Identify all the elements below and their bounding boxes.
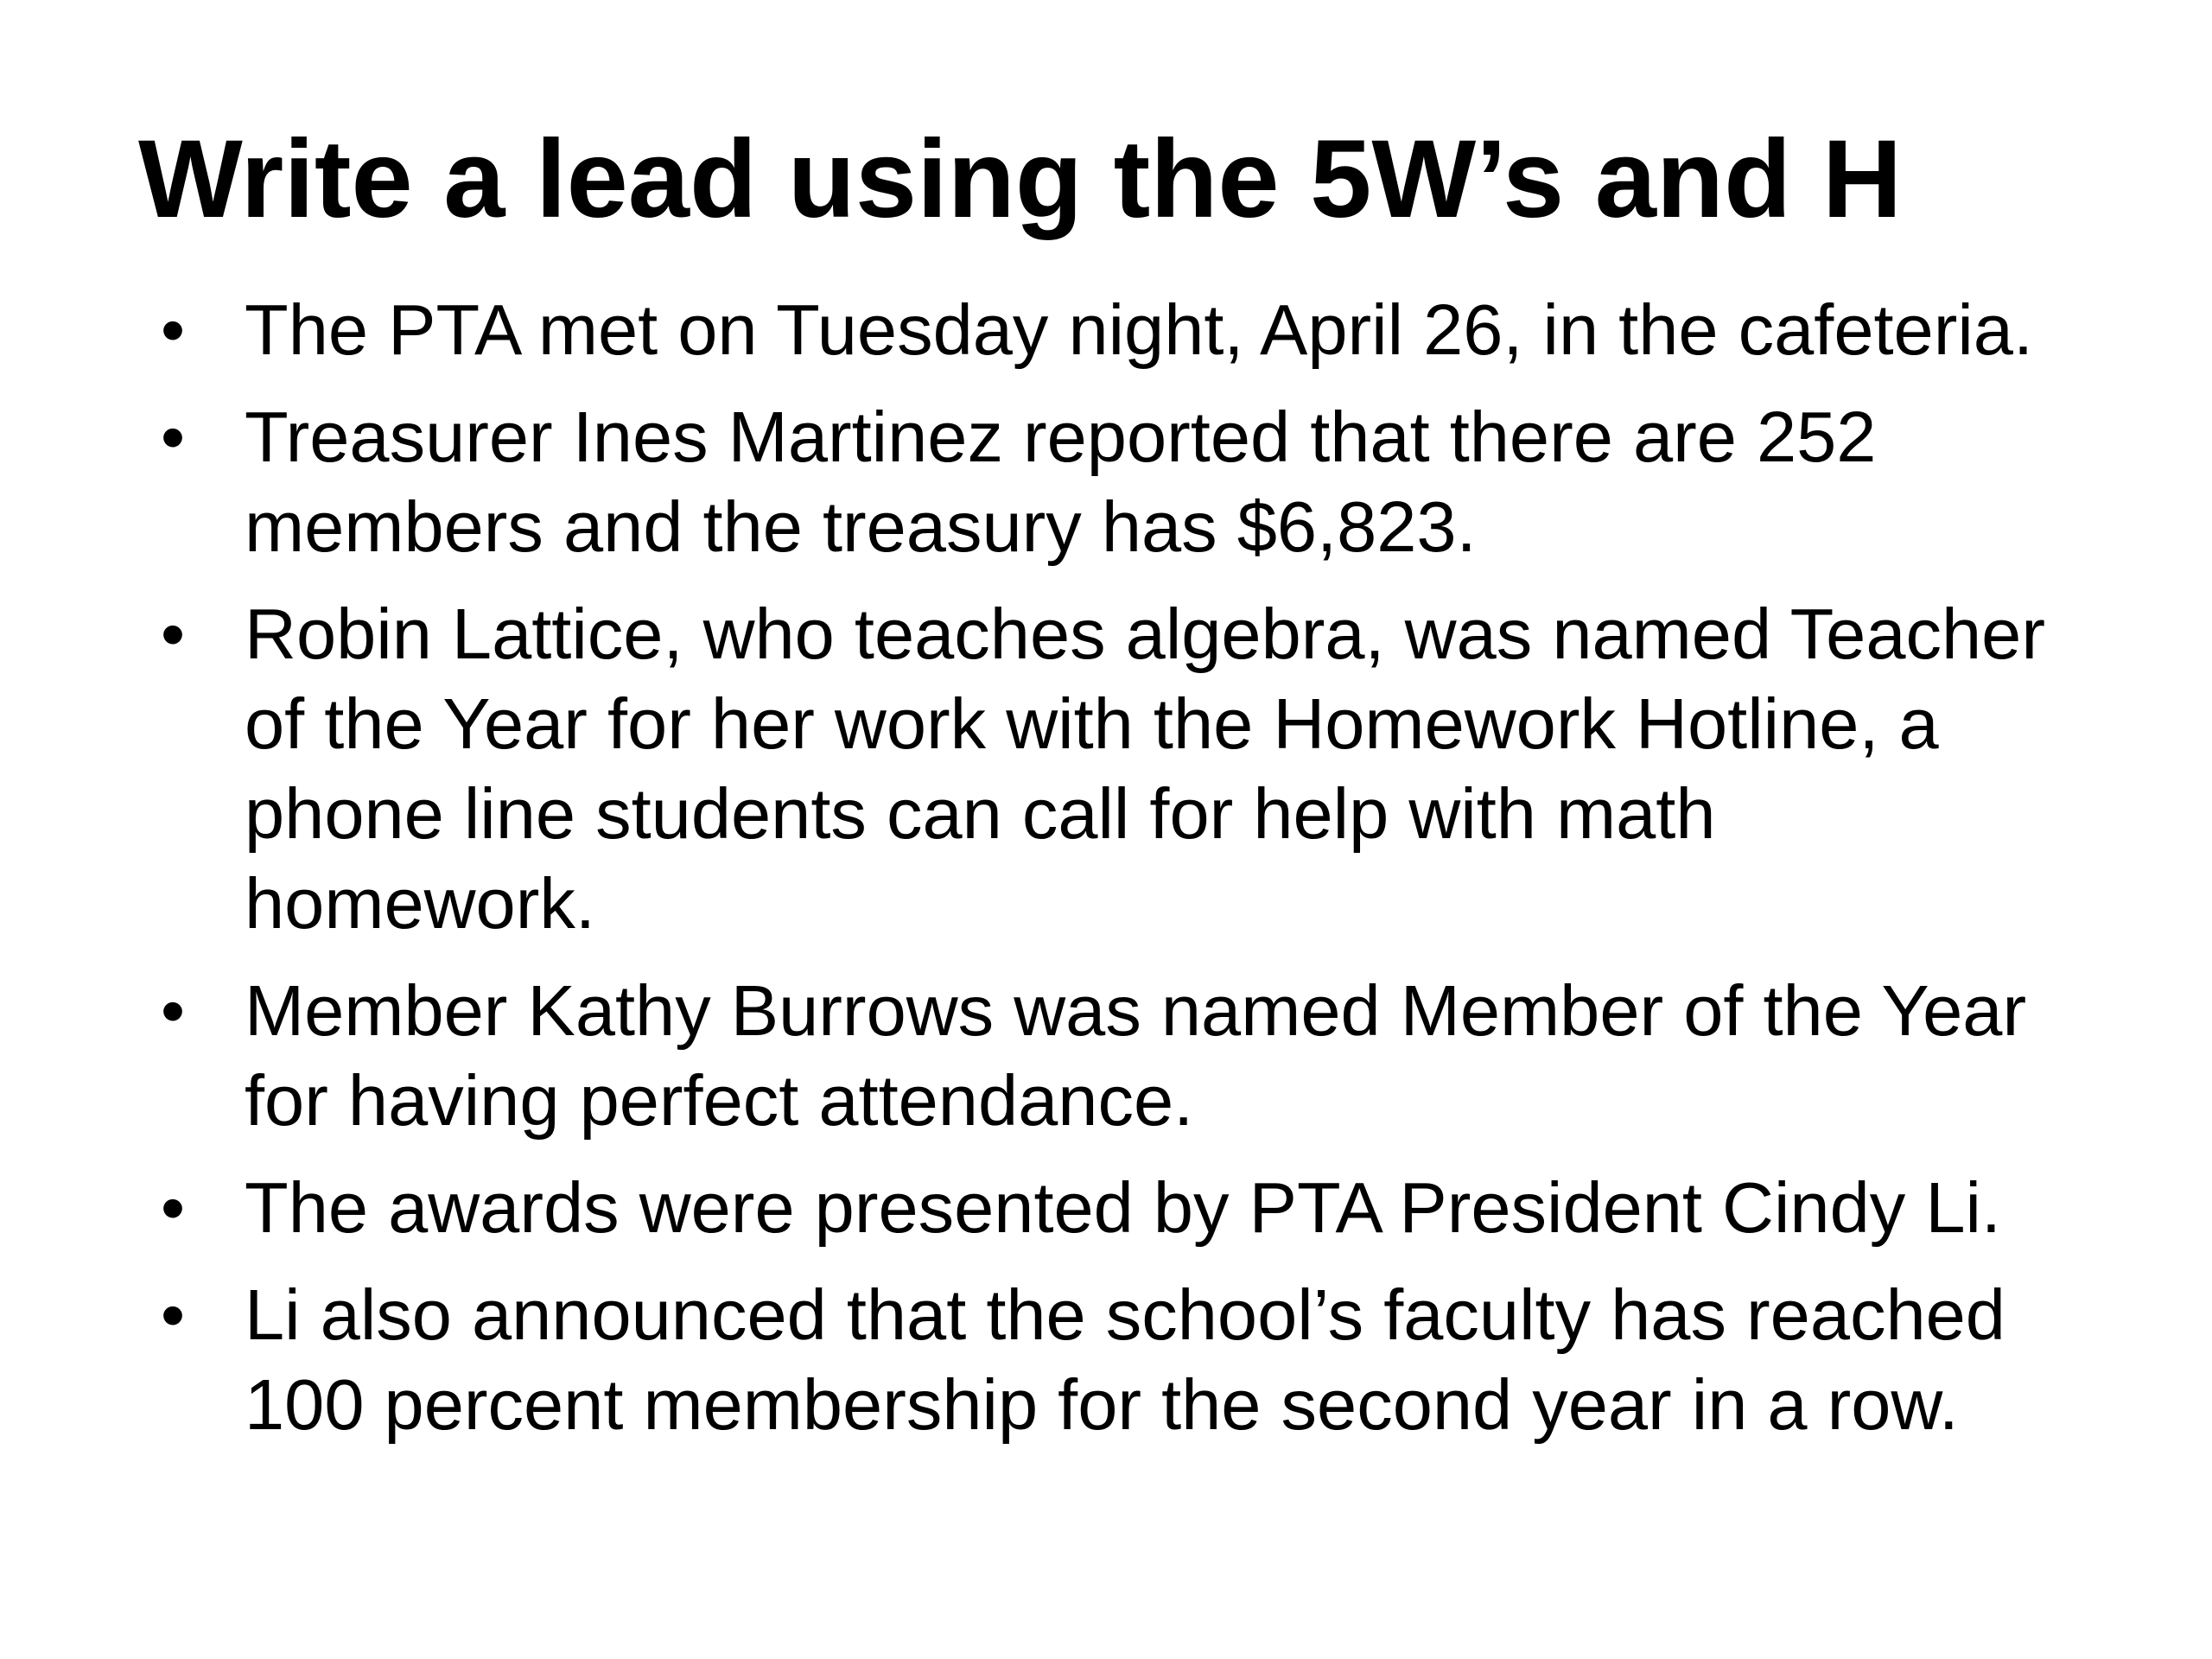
bullet-text <box>245 392 2145 572</box>
bullet-dot-icon: • <box>161 1276 186 1353</box>
bullet-item-awards-presented <box>0 1163 2212 1253</box>
bullet-line: Member Kathy Burrows was named Member of the Year <box>245 970 2027 1051</box>
bullet-item-faculty-membership <box>0 1270 2212 1450</box>
bullet-item-teacher-of-year <box>0 589 2212 949</box>
bullet-line: Robin Lattice, who teaches algebra, was named Teacher <box>245 594 2045 674</box>
bullet-dot-icon: • <box>161 972 186 1049</box>
bullet-line: The PTA met on Tuesday night, April 26, in the cafeteria. <box>245 289 2034 370</box>
bullet-text <box>245 1270 2145 1450</box>
bullet-dot-icon: • <box>161 291 186 368</box>
bullet-text <box>245 1163 2145 1253</box>
bullet-item-pta-meeting <box>0 285 2212 375</box>
bullet-line: Li also announced that the school’s faculty has reached <box>245 1274 2005 1355</box>
bullet-list <box>0 285 2212 1467</box>
bullet-line: for having perfect attendance. <box>245 1060 1194 1141</box>
bullet-line: phone line students can call for help with math <box>245 773 1716 854</box>
slide-title: Write a lead using the 5W’s and H <box>138 118 1903 241</box>
bullet-line: Treasurer Ines Martinez reported that there are 252 <box>245 397 1877 477</box>
bullet-text <box>245 966 2145 1146</box>
bullet-line: The awards were presented by PTA President Cindy Li. <box>245 1167 2001 1248</box>
bullet-line: homework. <box>245 863 595 944</box>
bullet-line: 100 percent membership for the second year in a row. <box>245 1364 1959 1445</box>
bullet-dot-icon: • <box>161 398 186 475</box>
bullet-line: members and the treasury has $6,823. <box>245 486 1477 567</box>
bullet-text <box>245 285 2145 375</box>
bullet-item-member-of-year <box>0 966 2212 1146</box>
bullet-text <box>245 589 2145 949</box>
bullet-dot-icon: • <box>161 1169 186 1246</box>
bullet-item-treasurer-report <box>0 392 2212 572</box>
bullet-dot-icon: • <box>161 595 186 672</box>
bullet-line: of the Year for her work with the Homework Hotline, a <box>245 683 1939 764</box>
